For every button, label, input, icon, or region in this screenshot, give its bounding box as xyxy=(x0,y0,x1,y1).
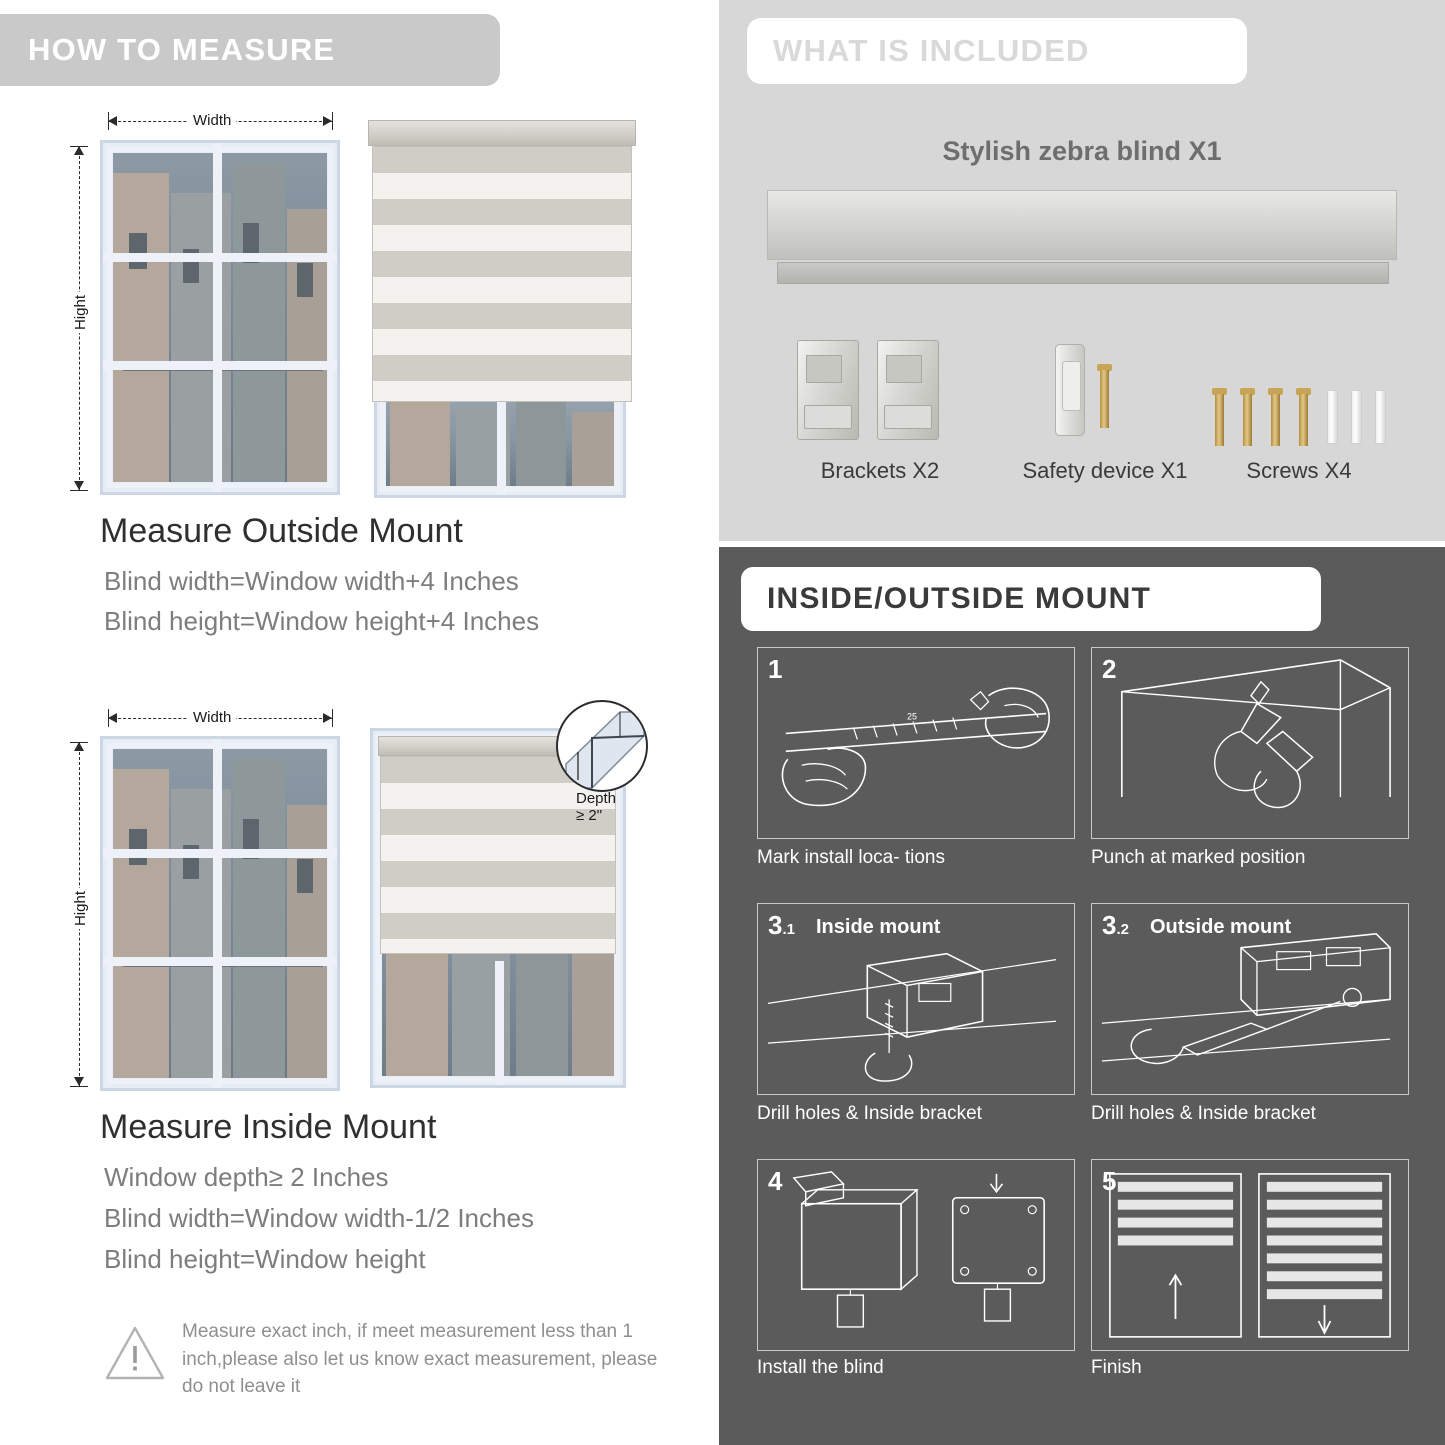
wall-anchor-2 xyxy=(1351,390,1362,444)
outside-width-label: Width xyxy=(188,112,236,129)
window-sash xyxy=(107,147,333,488)
step-5-caption: Finish xyxy=(1091,1357,1142,1378)
step-5-sketch xyxy=(1092,1160,1408,1351)
inside-height-tick-top xyxy=(70,742,88,743)
step-3-1-inline-label: Inside mount xyxy=(816,916,941,938)
step-4-caption: Install the blind xyxy=(757,1357,884,1378)
what-is-included-panel xyxy=(719,0,1445,541)
safety-device-icon xyxy=(1055,344,1085,436)
window-illustration-outside xyxy=(100,140,340,495)
blind-headrail xyxy=(368,120,636,146)
safety-screw-icon xyxy=(1100,370,1109,428)
step-card-1 xyxy=(757,647,1075,839)
step-1-number: 1 xyxy=(768,654,783,684)
screw-icon-1 xyxy=(1215,394,1224,446)
inside-width-tick-left xyxy=(108,709,109,727)
outside-height-tick-bottom xyxy=(70,490,88,491)
outside-height-arrow-up xyxy=(74,146,84,155)
inside-outside-mount-panel xyxy=(719,547,1445,1445)
step-card-3-2 xyxy=(1091,903,1409,1095)
step-card-2 xyxy=(1091,647,1409,839)
inside-height-tick-bottom xyxy=(70,1086,88,1087)
outside-mount-title: Measure Outside Mount xyxy=(100,512,463,550)
inside-height-arrow-up xyxy=(74,742,84,751)
blind-fabric-outside xyxy=(372,146,632,402)
warning-triangle-icon xyxy=(104,1324,166,1382)
depth-label: Depth ≥ 2" xyxy=(576,790,617,824)
inside-mount-line-3: Blind height=Window height xyxy=(104,1244,426,1274)
wall-anchor-1 xyxy=(1327,390,1338,444)
safety-device-label: Safety device X1 xyxy=(1022,458,1188,483)
inside-height-arrow-down xyxy=(74,1077,84,1086)
inside-outside-mount-header: INSIDE/OUTSIDE MOUNT xyxy=(741,567,1321,631)
outside-height-arrow-down xyxy=(74,481,84,490)
inside-height-label: Hight xyxy=(72,888,89,929)
inside-width-tick-right xyxy=(332,709,333,727)
screw-icon-2 xyxy=(1243,394,1252,446)
outside-height-tick-top xyxy=(70,146,88,147)
screw-icon-3 xyxy=(1271,394,1280,446)
depth-callout-sketch xyxy=(558,702,648,792)
window-sash-inside xyxy=(107,743,333,1084)
inside-mount-line-2: Blind width=Window width-1/2 Inches xyxy=(104,1203,534,1233)
step-3-1-caption: Drill holes & Inside bracket xyxy=(757,1103,982,1124)
inside-width-label: Width xyxy=(188,709,236,726)
outside-width-arrow-right xyxy=(323,116,332,126)
inside-width-arrow-right xyxy=(323,713,332,723)
step-5-number: 5 xyxy=(1102,1166,1117,1196)
screws-label: Screws X4 xyxy=(1246,458,1352,483)
outside-height-label: Hight xyxy=(72,292,89,333)
step-2-sketch xyxy=(1092,648,1408,839)
step-2-caption: Punch at marked position xyxy=(1091,847,1306,868)
step-card-4 xyxy=(757,1159,1075,1351)
brackets-label: Brackets X2 xyxy=(820,458,940,483)
inside-mount-line-1: Window depth≥ 2 Inches xyxy=(104,1162,389,1192)
inside-width-arrow-left xyxy=(108,713,117,723)
how-to-measure-header: HOW TO MEASURE xyxy=(0,14,500,86)
step-3-2-inline-label: Outside mount xyxy=(1150,916,1292,938)
zebra-blind-bottom-rail xyxy=(777,262,1389,284)
outside-width-tick-right xyxy=(332,112,333,130)
svg-text:25: 25 xyxy=(907,711,917,722)
outside-mount-line-2: Blind height=Window height+4 Inches xyxy=(104,606,540,636)
main-product-label: Stylish zebra blind X1 xyxy=(942,136,1222,166)
outside-width-arrow-left xyxy=(108,116,117,126)
step-4-sketch xyxy=(758,1160,1074,1351)
measurement-note-text: Measure exact inch, if meet measurement less than 1 inch,please also let us know exact measurement, please do not leave it xyxy=(182,1321,658,1398)
inside-mount-title: Measure Inside Mount xyxy=(100,1108,437,1146)
step-3-2-number: 3.2 xyxy=(1102,910,1129,940)
outside-mount-line-1: Blind width=Window width+4 Inches xyxy=(104,566,519,596)
bracket-icon-1 xyxy=(797,340,859,440)
outside-width-tick-left xyxy=(108,112,109,130)
what-is-included-header: WHAT IS INCLUDED xyxy=(747,18,1247,84)
outside-mount-blind-illustration xyxy=(368,120,638,495)
step-2-number: 2 xyxy=(1102,654,1117,684)
step-card-5 xyxy=(1091,1159,1409,1351)
wall-anchor-3 xyxy=(1375,390,1386,444)
step-3-1-number: 3.1 xyxy=(768,910,795,940)
step-card-3-1 xyxy=(757,903,1075,1095)
step-1-caption: Mark install loca- tions xyxy=(757,847,945,868)
step-4-number: 4 xyxy=(768,1166,783,1196)
how-to-measure-panel xyxy=(0,0,712,1445)
window-illustration-inside xyxy=(100,736,340,1091)
bracket-icon-2 xyxy=(877,340,939,440)
step-3-2-caption: Drill holes & Inside bracket xyxy=(1091,1103,1316,1124)
depth-callout-circle xyxy=(556,700,648,792)
zebra-blind-product-image xyxy=(767,190,1397,260)
step-1-sketch xyxy=(758,648,1074,839)
screw-icon-4 xyxy=(1299,394,1308,446)
